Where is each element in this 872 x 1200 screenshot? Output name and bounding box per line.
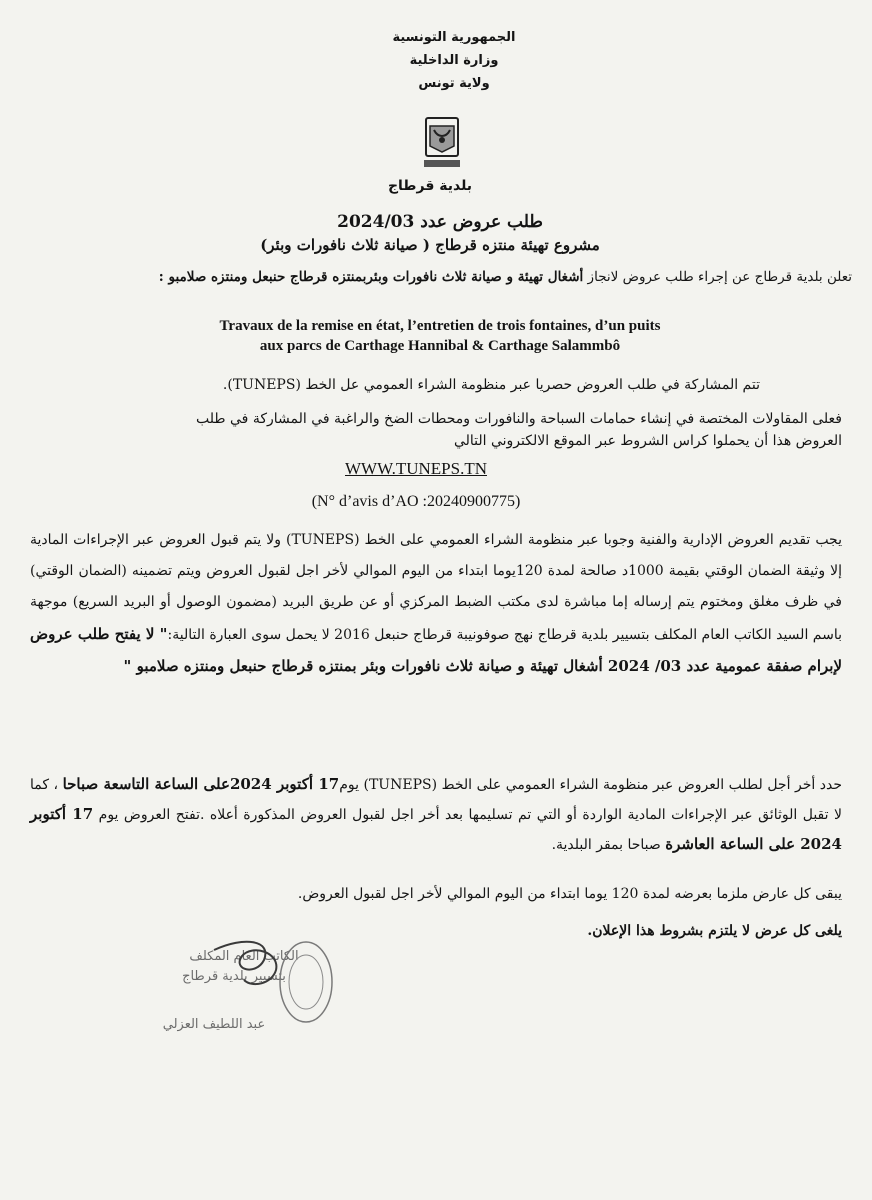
intro-works: أشغال تهيئة و صيانة ثلاث نافورات وبئربمنتزه قرطاج حنبعل ومنتزه صلامبو : [158,269,584,285]
stamp-line1: الكاتب العام المكلف [189,949,299,964]
tender-title: طلب عروض عدد 2024/03 [337,212,543,232]
project-title: مشروع تهيئة منتزه قرطاج ( صيانة ثلاث نافورات وبئر) [260,236,600,254]
envelope-label: " لا يفتح طلب عروض لإبرام صفقة عمومية عدد 03/ 2024 أشغال تهيئة و صيانة ثلاث نافورات وبئر بمنتزه قرطاج حنبعل ومنتزه صلامبو " [30,624,842,675]
stamp-line2: بتسيير بلدية قرطاج [182,969,286,984]
deadline-text-2: ، كما لا تقبل الوثائق عبر الإجراءات المادية الواردة أو التي تم تسليمها بعد أخر اجل لقبول العروض المذكورة أعلاه .تفتح العروض يوم [30,777,843,823]
french-title [120,316,760,356]
companies-line1: فعلى المقاولات المختصة في إنشاء حمامات السباحة والنافورات ومحطات الضخ والراغبة في المشاركة في طلب [196,411,842,427]
deadline-paragraph [30,770,842,860]
submission-paragraph [30,525,842,683]
deadline-date: 17 أكتوبر 2024على الساعة التاسعة صباحا [62,775,340,793]
round-seal [280,942,332,1022]
municipality-name: بلدية قرطاج [387,178,473,194]
signature-stamp [94,930,334,1040]
french-title-line1: Travaux de la remise en état, l’entretien de trois fontaines, d’un puits [219,318,661,334]
carthage-emblem-icon [418,116,466,172]
participation-text: تتم المشاركة في طلب العروض حصريا عبر منظومة الشراء العمومي عل الخط (TUNEPS). [222,377,760,393]
notice-number: (N° d’avis d’AO :20240900775) [311,493,521,510]
deadline-text-1: حدد أخر أجل لطلب العروض عبر منظومة الشراء العمومي على الخط (TUNEPS) يوم [339,777,843,793]
letterhead [354,26,554,95]
intro-paragraph [32,266,852,288]
intro-text: تعلن بلدية قرطاج عن إجراء طلب عروض لانجاز [583,269,852,285]
tuneps-link[interactable]: WWW.TUNEPS.TN [345,459,487,478]
french-title-line2: aux parcs de Carthage Hannibal & Carthage Salammbô [259,338,621,354]
signatory-name: عبد اللطيف العزلي [162,1017,266,1032]
letterhead-republic: الجمهورية التونسية [392,30,516,45]
letterhead-ministry: وزارة الداخلية [409,53,499,68]
deadline-text-3: صباحا بمقر البلدية. [551,837,666,853]
cancellation-text: يلغى كل عرض لا يلتزم بشروط هذا الإعلان. [587,923,842,939]
companies-line2: العروض هذا أن يحملوا كراس الشروط عبر الموقع الالكتروني التالي [453,433,842,449]
submission-text: يجب تقديم العروض الإدارية والفنية وجوبا عبر منظومة الشراء العمومي على الخط (TUNEPS) ولا يتم قبول العروض عبر الإجراءات المادية إلا وثيقة الضمان الوقتي بقيمة 1000د صالحة لمدة 120يوما ابتداء من اليوم الموالي لأخر اجل لقبول العروض ويتم تضمينه (الضمان الوقتي) في ظرف مغلق ومختوم يتم إرساله إما مباشرة لدى مكتب الضبط المركزي أو عن طريق البريد (مضمون الوصول أو البريد السريع) موجهة باسم السيد الكاتب العام المكلف بتسيير بلدية قرطاج نهج صوفونيبة قرطاج حنبعل 2016 لا يحمل سوى العبارة التالية: [30,532,843,643]
validity-text: يبقى كل عارض ملزما بعرضه لمدة 120 يوما ابتداء من اليوم الموالي لأخر اجل لقبول العروض. [297,886,842,902]
opening-date: 17 أكتوبر 2024 على الساعة العاشرة [30,805,842,853]
letterhead-governorate: ولاية تونس [418,76,490,91]
